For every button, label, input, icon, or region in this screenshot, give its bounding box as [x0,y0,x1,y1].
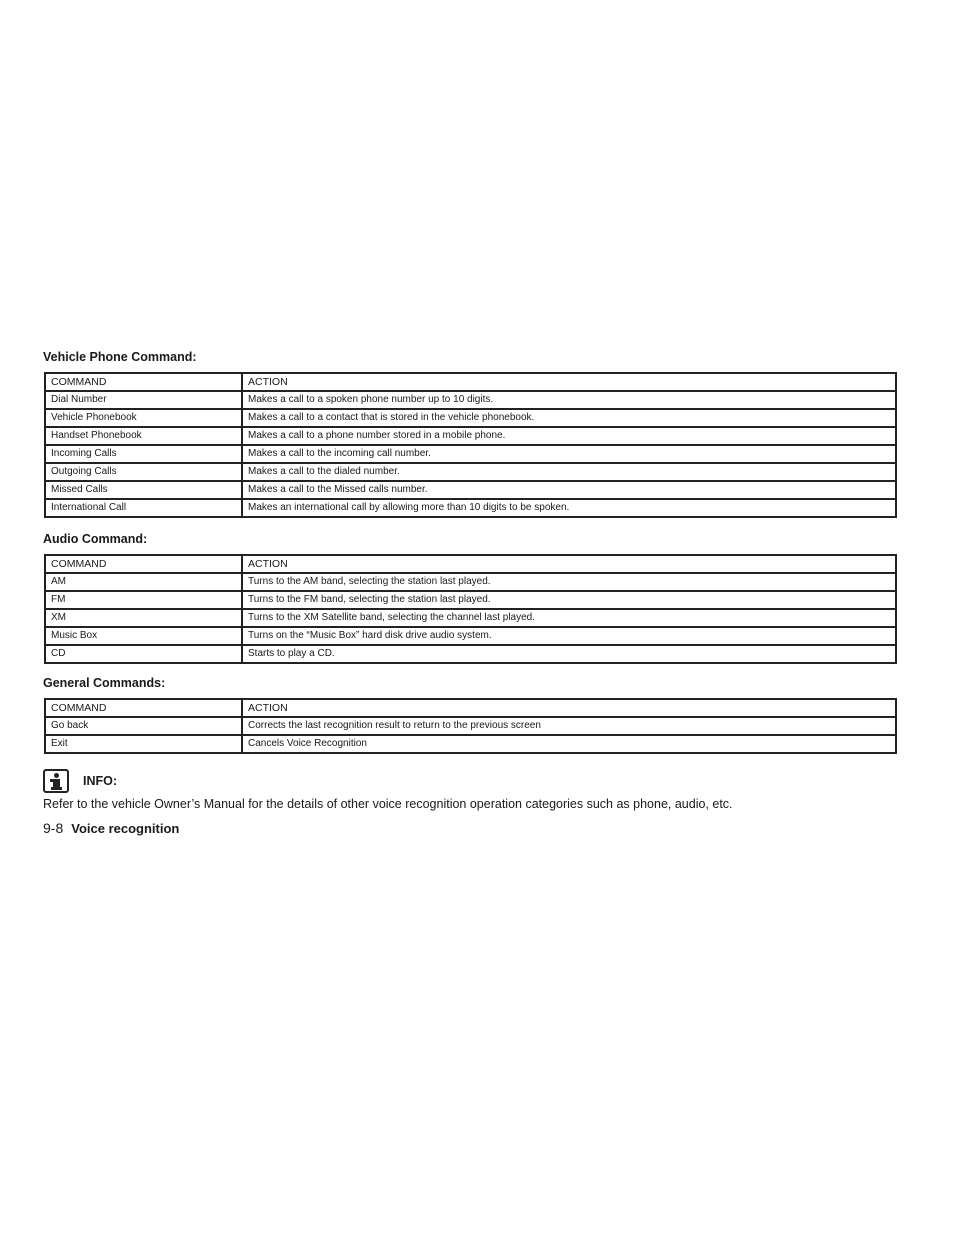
table-header-row [45,555,896,573]
table-row [45,499,896,517]
command-cell: Exit [45,735,242,753]
command-cell: FM [45,591,242,609]
action-cell: Makes a call to a phone number stored in a mobile phone. [242,427,896,445]
table-row [45,573,896,591]
table-row [45,481,896,499]
action-cell: Makes a call to a contact that is stored in the vehicle phonebook. [242,409,896,427]
header-command: COMMAND [45,373,242,391]
action-cell: Makes a call to a spoken phone number up to 10 digits. [242,391,896,409]
info-text: Refer to the vehicle Owner’s Manual for the details of other voice recognition operation categories such as phone, audio, etc. [43,797,733,811]
action-cell: Starts to play a CD. [242,645,896,663]
action-cell: Cancels Voice Recognition [242,735,896,753]
table-row [45,609,896,627]
table-row [45,717,896,735]
vehicle-phone-heading: Vehicle Phone Command: [43,350,197,364]
footer-section-title: Voice recognition [71,821,180,836]
audio-table [44,554,897,664]
action-cell: Makes a call to the dialed number. [242,463,896,481]
page-number: 9-8 [43,820,64,836]
command-cell: XM [45,609,242,627]
command-cell: Outgoing Calls [45,463,242,481]
command-cell: Dial Number [45,391,242,409]
table-row [45,591,896,609]
action-cell: Makes a call to the Missed calls number. [242,481,896,499]
command-cell: Vehicle Phonebook [45,409,242,427]
table-row [45,735,896,753]
page-footer [43,820,179,836]
command-cell: AM [45,573,242,591]
action-cell: Makes an international call by allowing more than 10 digits to be spoken. [242,499,896,517]
info-icon [43,769,69,793]
table-header-row [45,373,896,391]
header-action: ACTION [242,373,896,391]
command-cell: Music Box [45,627,242,645]
command-cell: Handset Phonebook [45,427,242,445]
vehicle-phone-table [44,372,897,518]
header-action: ACTION [242,555,896,573]
table-row [45,409,896,427]
action-cell: Turns to the AM band, selecting the station last played. [242,573,896,591]
table-row [45,645,896,663]
table-row [45,427,896,445]
command-cell: Incoming Calls [45,445,242,463]
general-heading: General Commands: [43,676,166,690]
header-action: ACTION [242,699,896,717]
table-row [45,391,896,409]
command-cell: CD [45,645,242,663]
general-table [44,698,897,754]
command-cell: Go back [45,717,242,735]
action-cell: Corrects the last recognition result to return to the previous screen [242,717,896,735]
table-header-row [45,699,896,717]
audio-heading: Audio Command: [43,532,148,546]
action-cell: Turns to the FM band, selecting the station last played. [242,591,896,609]
table-row [45,445,896,463]
table-row [45,627,896,645]
action-cell: Makes a call to the incoming call number. [242,445,896,463]
header-command: COMMAND [45,555,242,573]
command-cell: Missed Calls [45,481,242,499]
command-cell: International Call [45,499,242,517]
action-cell: Turns on the “Music Box” hard disk drive audio system. [242,627,896,645]
info-label: INFO: [83,774,118,788]
table-row [45,463,896,481]
header-command: COMMAND [45,699,242,717]
action-cell: Turns to the XM Satellite band, selecting the channel last played. [242,609,896,627]
